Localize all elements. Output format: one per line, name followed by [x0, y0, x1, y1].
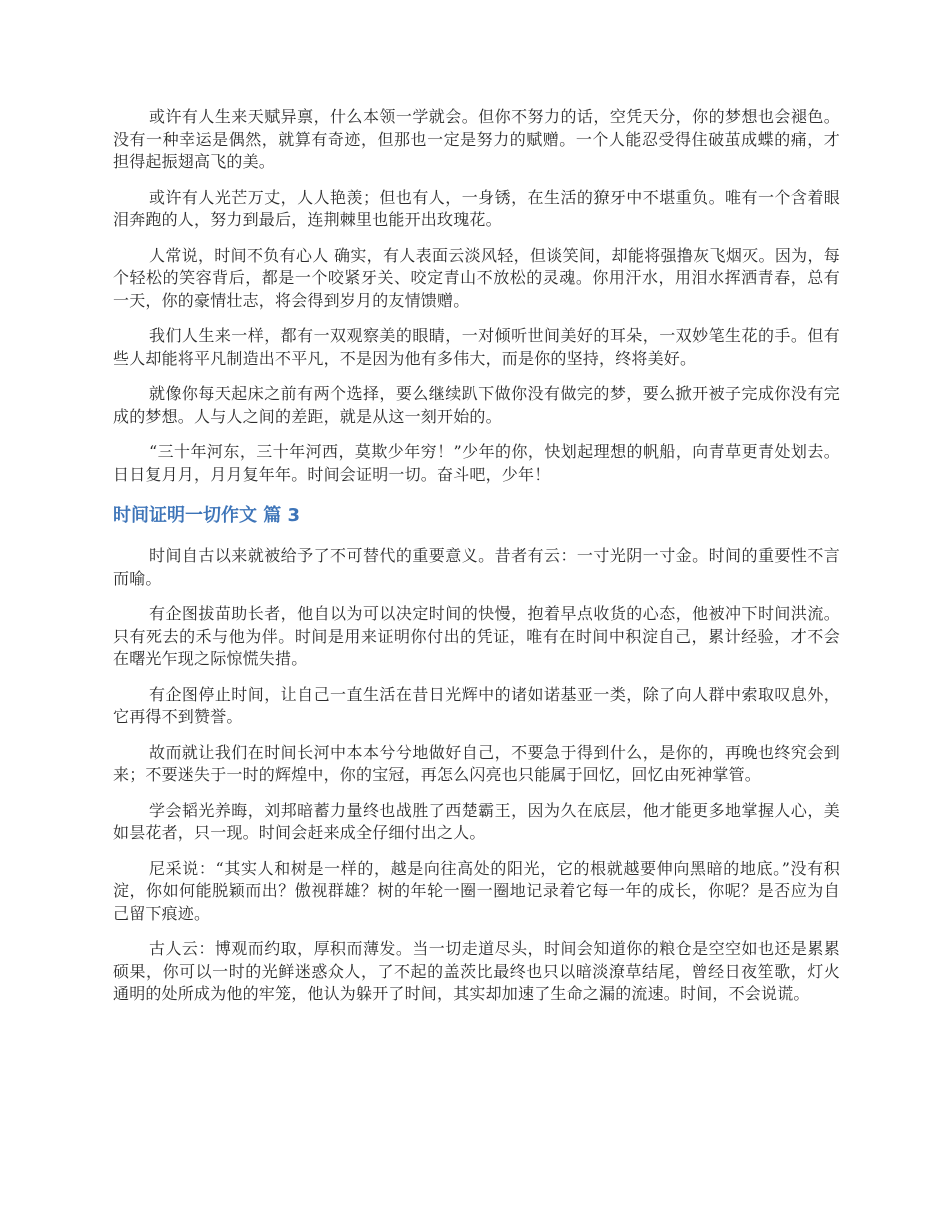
paragraph: 古人云：博观而约取，厚积而薄发。当一切走道尽头，时间会知道你的粮仓是空空如也还是累累硕果，你可以一时的光鲜迷惑众人，了不起的盖茨比最终也只以暗淡潦草结尾，曾经日夜笙歌，灯火通明的处所成为他的牢笼，他认为躲开了时间，其实却加速了生命之漏的流速。时间，不会说谎。 [113, 939, 840, 1003]
paragraph: 时间自古以来就被给予了不可替代的重要意义。昔者有云：一寸光阴一寸金。时间的重要性不言而喻。 [113, 546, 840, 588]
section-1 [113, 106, 840, 486]
paragraph: 故而就让我们在时间长河中本本兮兮地做好自己，不要急于得到什么，是你的，再晚也终究会到来；不要迷失于一时的辉煌中，你的宝冠，再怎么闪亮也只能属于回忆，回忆由死神掌管。 [113, 742, 840, 784]
paragraph: 学会韬光养晦，刘邦暗蓄力量终也战胜了西楚霸王，因为久在底层，他才能更多地掌握人心，美如昙花者，只一现。时间会赶来成全仔细付出之人。 [113, 800, 840, 842]
paragraph: “三十年河东，三十年河西，莫欺少年穷！”少年的你，快划起理想的帆船，向青草更青处划去。日日复月月，月月复年年。时间会证明一切。奋斗吧，少年！ [113, 442, 840, 484]
paragraph: 有企图停止时间，让自己一直生活在昔日光辉中的诸如诺基亚一类，除了向人群中索取叹息外，它再得不到赞誉。 [113, 684, 840, 726]
paragraph: 或许有人光芒万丈，人人艳羡；但也有人，一身锈，在生活的獠牙中不堪重负。唯有一个含着眼泪奔跑的人，努力到最后，连荆棘里也能开出玫瑰花。 [113, 187, 840, 229]
document-page [113, 106, 840, 1019]
paragraph: 尼采说：“其实人和树是一样的，越是向往高处的阳光，它的根就越要伸向黑暗的地底。”没有积淀，你如何能脱颖而出？傲视群雄？树的年轮一圈一圈地记录着它每一年的成长，你呢？是否应为自己留下痕迹。 [113, 858, 840, 923]
paragraph: 就像你每天起床之前有两个选择，要么继续趴下做你没有做完的梦，要么掀开被子完成你没有完成的梦想。人与人之间的差距，就是从这一刻开始的。 [113, 384, 840, 426]
paragraph: 人常说，时间不负有心人 确实，有人表面云淡风轻，但谈笑间，却能将强撸灰飞烟灭。因为，每个轻松的笑容背后，都是一个咬紧牙关、咬定青山不放松的灵魂。你用汗水，用泪水挥洒青春，总有一天，你的豪情壮志，将会得到岁月的友情馈赠。 [113, 245, 840, 310]
paragraph: 有企图拔苗助长者，他自以为可以决定时间的快慢，抱着早点收货的心态，他被冲下时间洪流。只有死去的禾与他为伴。时间是用来证明你付出的凭证，唯有在时间中积淀自己，累计经验，才不会在曙光乍现之际惊慌失措。 [113, 604, 840, 668]
section-heading: 时间证明一切作文 篇 3 [113, 505, 301, 526]
section-2 [113, 503, 840, 1006]
paragraph: 我们人生来一样，都有一双观察美的眼睛，一对倾听世间美好的耳朵，一双妙笔生花的手。但有些人却能将平凡制造出不平凡，不是因为他有多伟大，而是你的坚持，终将美好。 [113, 326, 840, 368]
paragraph: 或许有人生来天赋异禀，什么本领一学就会。但你不努力的话，空凭天分，你的梦想也会褪色。没有一种幸运是偶然，就算有奇迹，但那也一定是努力的赋赠。一个人能忍受得住破茧成蝶的痛，才担得起振翅高飞的美。 [113, 107, 840, 171]
